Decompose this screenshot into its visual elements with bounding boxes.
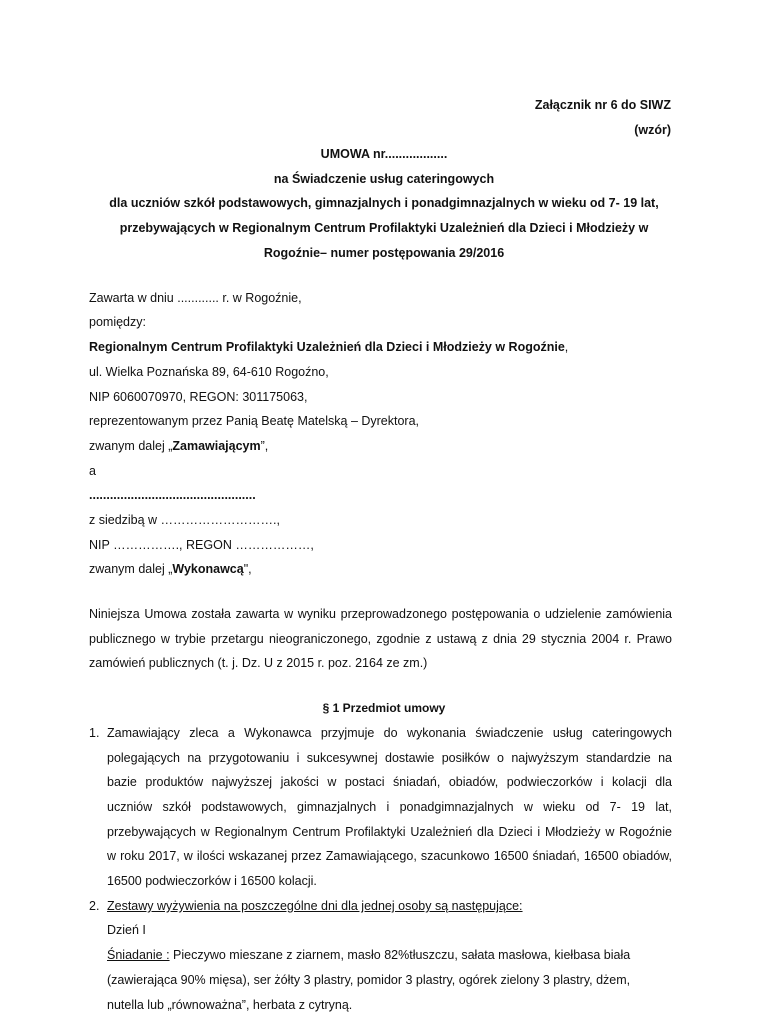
template-label: (wzór) xyxy=(634,123,671,137)
intro-line-1: Niniejsza Umowa została zawarta w wyniku przeprowadzonego postępowania o udzielenie zamówienia xyxy=(89,607,672,621)
item-1-number: 1. xyxy=(89,726,100,740)
contractor-seat: z siedzibą w ………………………., xyxy=(89,513,281,527)
ordering-party-nip-regon: NIP 6060070970, REGON: 301175063, xyxy=(89,390,308,404)
title-line-4: Rogoźnie– numer postępowania 29/2016 xyxy=(263,246,505,260)
section-1-heading: § 1 Przedmiot umowy xyxy=(322,701,446,715)
concluded-date: Zawarta w dniu ............ r. w Rogoźnie, xyxy=(89,291,302,305)
contract-number: UMOWA nr.................. xyxy=(320,147,448,161)
called-contractor: Wykonawcą xyxy=(172,562,244,576)
intro-line-2: publicznego w trybie przetargu nieograniczonego, zgodnie z ustawą z dnia 29 stycznia 2004 r. Prawo xyxy=(89,632,672,646)
ordering-party-name xyxy=(89,339,568,355)
breakfast-line-2: (zawierająca 90% mięsa), ser żółty 3 plastry, pomidor 3 plastry, ogórek zielony 3 plastry, dżem, xyxy=(107,973,631,987)
contractor-called xyxy=(89,561,252,577)
called2-prefix: zwanym dalej „ xyxy=(89,562,173,576)
item-1-line-2: polegających na przygotowaniu i sukcesywnej dostawie posiłków o najwyższym standardzie na xyxy=(107,751,672,765)
ordering-party-address: ul. Wielka Poznańska 89, 64-610 Rogoźno, xyxy=(89,365,329,379)
intro-line-3: zamówień publicznych (t. j. Dz. U z 2015 r. poz. 2164 ze zm.) xyxy=(89,656,428,670)
breakfast-line-3: nutella lub „równoważna”, herbata z cytryną. xyxy=(107,998,353,1012)
ordering-party-representative: reprezentowanym przez Panią Beatę Matelską – Dyrektora, xyxy=(89,414,420,428)
item-2-text: Zestawy wyżywienia na poszczególne dni dla jednej osoby są następujące: xyxy=(107,899,523,913)
item-1-line-5: przebywających w Regionalnym Centrum Profilaktyki Uzależnień dla Dzieci i Młodzieży w Rogoźnie xyxy=(107,825,672,839)
called-ordering-party: Zamawiającym xyxy=(172,439,261,453)
item-1-line-6: w roku 2017, w ilości wskazanej przez Zamawiającego, szacunkowo 16500 śniadań, 16500 obiadów, xyxy=(107,849,672,863)
ordering-party-name-suffix: , xyxy=(564,340,569,354)
and-label: a xyxy=(89,464,96,478)
breakfast-label: Śniadanie : xyxy=(107,948,170,962)
breakfast-text-1: Pieczywo mieszane z ziarnem, masło 82%tłuszczu, sałata masłowa, kiełbasa biała xyxy=(169,948,631,962)
breakfast-line-1 xyxy=(107,947,630,963)
item-2-number: 2. xyxy=(89,899,100,913)
called-suffix: ”, xyxy=(260,439,269,453)
item-1-line-1: Zamawiający zleca a Wykonawca przyjmuje do wykonania świadczenie usług cateringowych xyxy=(107,726,672,740)
title-line-3: przebywających w Regionalnym Centrum Profilaktyki Uzależnień dla Dzieci i Młodzieży w xyxy=(119,221,649,235)
called-prefix: zwanym dalej „ xyxy=(89,439,173,453)
between-label: pomiędzy: xyxy=(89,315,146,329)
attachment-label: Załącznik nr 6 do SIWZ xyxy=(534,98,671,112)
item-1-line-7: 16500 podwieczorków i 16500 kolacji. xyxy=(107,874,317,888)
ordering-party-called xyxy=(89,438,268,454)
item-1-line-4: uczniów szkół podstawowych, gimnazjalnych i ponadgimnazjalnych w wieku od 7- 19 lat, xyxy=(107,800,672,814)
item-1-line-3: bazie produktów najwyższej jakości w postaci śniadań, obiadów, podwieczorków i kolacji dla xyxy=(107,775,672,789)
contractor-nip-regon: NIP ……………., REGON ………………, xyxy=(89,538,314,552)
ordering-party-name-text: Regionalnym Centrum Profilaktyki Uzależnień dla Dzieci i Młodzieży w Rogoźnie xyxy=(89,340,565,354)
title-line-2: dla uczniów szkół podstawowych, gimnazjalnych i ponadgimnazjalnych w wieku od 7- 19 lat, xyxy=(109,196,659,210)
day-label: Dzień I xyxy=(107,923,146,937)
called2-suffix: ", xyxy=(243,562,252,576)
title-line-1: na Świadczenie usług cateringowych xyxy=(273,172,495,186)
contractor-name-placeholder: ................................................ xyxy=(89,488,256,502)
